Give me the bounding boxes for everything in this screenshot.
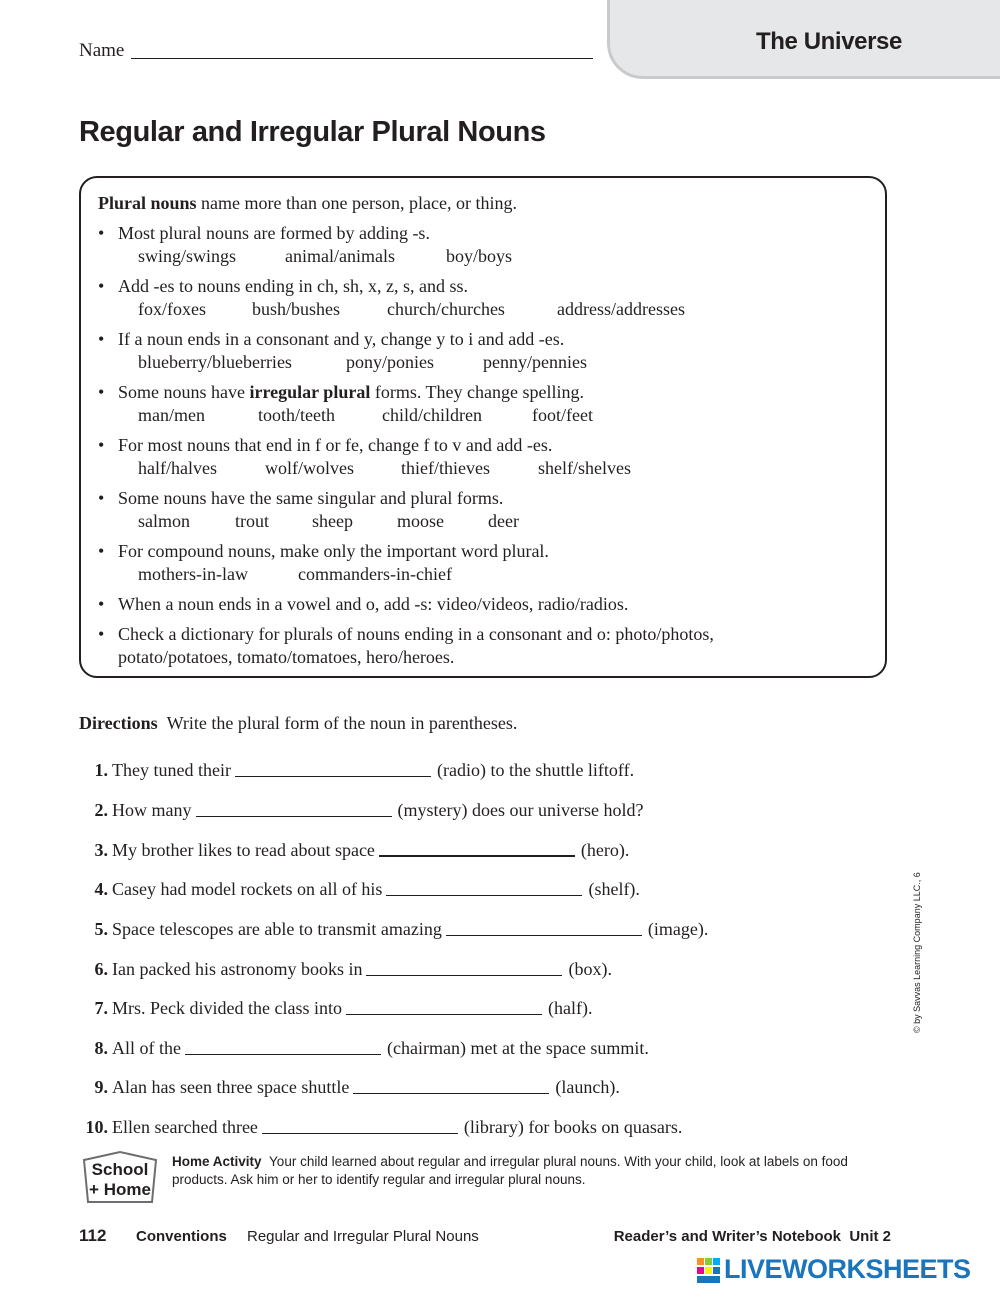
directions-label: Directions — [79, 713, 158, 733]
rule-text: Most plural nouns are formed by adding -s. — [118, 223, 430, 243]
answer-blank[interactable] — [353, 1077, 549, 1094]
footer-unit: Unit 2 — [849, 1228, 891, 1245]
example: blueberry/blueberries — [138, 352, 292, 372]
rule-text — [118, 381, 584, 404]
item-body — [112, 1036, 649, 1060]
rule-text: potato/potatoes, tomato/tomatoes, hero/heroes. — [118, 647, 455, 667]
page-title: Regular and Irregular Plural Nouns — [79, 116, 546, 148]
example: commanders-in-chief — [298, 564, 452, 584]
directions-text: Write the plural form of the noun in parentheses. — [166, 713, 518, 733]
example: salmon — [138, 511, 190, 531]
page-footer — [79, 1226, 891, 1250]
answer-blank[interactable] — [379, 839, 575, 857]
example: penny/pennies — [483, 352, 587, 372]
rule-item — [0, 434, 1000, 480]
item-text-after: (hero). — [580, 840, 630, 860]
bullet-dot: • — [98, 276, 105, 296]
school-home-logo-line2: + Home — [89, 1180, 151, 1199]
rule-item — [0, 381, 1000, 427]
item-text-before: Space telescopes are able to transmit amazing — [112, 919, 442, 939]
item-body — [112, 917, 708, 941]
item-body — [112, 957, 612, 981]
item-text-before: They tuned their — [112, 760, 231, 780]
example: address/addresses — [557, 299, 685, 319]
item-text-before: All of the — [112, 1038, 181, 1058]
school-home-logo-line1: School — [91, 1160, 149, 1179]
copyright-notice: © by Savvas Learning Company LLC., 6 — [912, 872, 922, 1033]
rule-item — [0, 487, 1000, 533]
example: man/men — [138, 405, 205, 425]
answer-blank[interactable] — [366, 959, 562, 976]
school-home-logo — [80, 1150, 160, 1206]
bullet-dot: • — [98, 541, 105, 561]
rule-text: Add -es to nouns ending in ch, sh, x, z, s, and ss. — [118, 276, 468, 296]
home-activity-text: Your child learned about regular and irregular plural nouns. With your child, look at labels on food products. Ask him or her to identify regular and irregular plural nouns. — [172, 1154, 848, 1187]
example: thief/thieves — [401, 458, 490, 478]
item-text-after: (radio) to the shuttle liftoff. — [436, 760, 635, 780]
answer-blank[interactable] — [446, 919, 642, 936]
example: sheep — [312, 511, 353, 531]
item-text-after: (library) for books on quasars. — [463, 1117, 683, 1137]
rule-item — [0, 623, 1000, 669]
item-number: 2. — [94, 800, 108, 820]
answer-blank[interactable] — [386, 879, 582, 896]
example: child/children — [382, 405, 482, 425]
item-body — [112, 1075, 620, 1099]
item-number: 3. — [94, 840, 108, 860]
item-number: 1. — [94, 760, 108, 780]
bullet-dot: • — [98, 594, 105, 614]
rule-text-bold: irregular plural — [249, 382, 371, 402]
bullet-dot: • — [98, 382, 105, 402]
example: moose — [397, 511, 444, 531]
rule-item — [0, 275, 1000, 321]
item-text-before: How many — [112, 800, 192, 820]
bullet-dot: • — [98, 223, 105, 243]
item-number: 6. — [94, 959, 108, 979]
example: fox/foxes — [138, 299, 206, 319]
example: foot/feet — [532, 405, 593, 425]
item-text-after: (image). — [647, 919, 709, 939]
rule-text: Some nouns have the same singular and plural forms. — [118, 488, 504, 508]
item-body — [112, 798, 643, 822]
item-text-before: Alan has seen three space shuttle — [112, 1077, 350, 1097]
bullet-dot: • — [98, 435, 105, 455]
answer-blank[interactable] — [262, 1117, 458, 1134]
home-activity-label: Home Activity — [172, 1154, 262, 1169]
example: swing/swings — [138, 246, 237, 266]
item-body — [112, 996, 592, 1020]
item-text-before: Casey had model rockets on all of his — [112, 879, 383, 899]
footer-book-title: Reader’s and Writer’s Notebook — [613, 1228, 841, 1245]
item-text-after: (box). — [568, 959, 612, 979]
example: mothers-in-law — [138, 564, 248, 584]
item-text-after: (shelf). — [588, 879, 640, 899]
bullet-dot: • — [98, 329, 105, 349]
rule-text: When a noun ends in a vowel and o, add -s: video/videos, radio/radios. — [118, 594, 629, 614]
item-text-after: (half). — [547, 998, 593, 1018]
example: church/churches — [387, 299, 505, 319]
rule-text: For compound nouns, make only the important word plural. — [118, 541, 549, 561]
example: pony/ponies — [346, 352, 434, 372]
rule-item — [0, 540, 1000, 586]
item-number: 10. — [85, 1117, 108, 1137]
page-number: 112 — [79, 1226, 107, 1245]
rule-text: If a noun ends in a consonant and y, change y to i and add -es. — [118, 329, 565, 349]
item-text-before: Ellen searched three — [112, 1117, 258, 1137]
footer-topic: Regular and Irregular Plural Nouns — [247, 1228, 479, 1245]
example: boy/boys — [446, 246, 513, 266]
item-text-before: Ian packed his astronomy books in — [112, 959, 363, 979]
rule-text-part: forms. They change spelling. — [370, 382, 584, 402]
rule-text: For most nouns that end in f or fe, change f to v and add -es. — [118, 435, 553, 455]
bullet-dot: • — [98, 488, 105, 508]
liveworksheets-logo[interactable]: LIVEWORKSHEETS — [724, 1254, 971, 1284]
footer-section: Conventions — [136, 1228, 227, 1245]
item-body — [112, 1115, 682, 1139]
rule-intro-definition: name more than one person, place, or thing. — [196, 193, 517, 213]
bullet-dot: • — [98, 624, 105, 644]
item-number: 8. — [94, 1038, 108, 1058]
rule-item — [0, 222, 1000, 268]
name-label: Name — [79, 40, 125, 61]
home-activity — [172, 1153, 892, 1189]
rule-intro-term: Plural nouns — [98, 193, 197, 213]
example: half/halves — [138, 458, 217, 478]
name-line[interactable] — [131, 58, 593, 59]
item-text-before: My brother likes to read about space — [112, 840, 375, 860]
item-number: 7. — [94, 998, 108, 1018]
item-text-before: Mrs. Peck divided the class into — [112, 998, 342, 1018]
example: trout — [235, 511, 269, 531]
item-text-after: (mystery) does our universe hold? — [397, 800, 644, 820]
item-body — [112, 758, 634, 782]
rule-intro — [98, 192, 517, 215]
liveworksheets-icon — [697, 1258, 721, 1284]
rule-text: Check a dictionary for plurals of nouns ending in a consonant and o: photo/photos, — [118, 624, 714, 644]
item-number: 4. — [94, 879, 108, 899]
example: deer — [488, 511, 519, 531]
rule-item — [0, 593, 1000, 616]
rule-text-part: Some nouns have — [118, 382, 250, 402]
answer-blank[interactable] — [185, 1038, 381, 1055]
footer-book — [614, 1228, 891, 1245]
answer-blank[interactable] — [196, 800, 392, 817]
answer-blank[interactable] — [346, 998, 542, 1015]
unit-title: The Universe — [756, 28, 902, 55]
item-body — [112, 838, 629, 862]
directions — [79, 713, 517, 734]
example: shelf/shelves — [538, 458, 631, 478]
example: animal/animals — [285, 246, 395, 266]
example: wolf/wolves — [265, 458, 354, 478]
item-text-after: (launch). — [555, 1077, 620, 1097]
item-text-after: (chairman) met at the space summit. — [387, 1038, 649, 1058]
item-number: 5. — [94, 919, 108, 939]
answer-blank[interactable] — [235, 760, 431, 777]
example: tooth/teeth — [258, 405, 335, 425]
example: bush/bushes — [252, 299, 341, 319]
item-number: 9. — [94, 1077, 108, 1097]
item-body — [112, 877, 640, 901]
rule-item — [0, 328, 1000, 374]
